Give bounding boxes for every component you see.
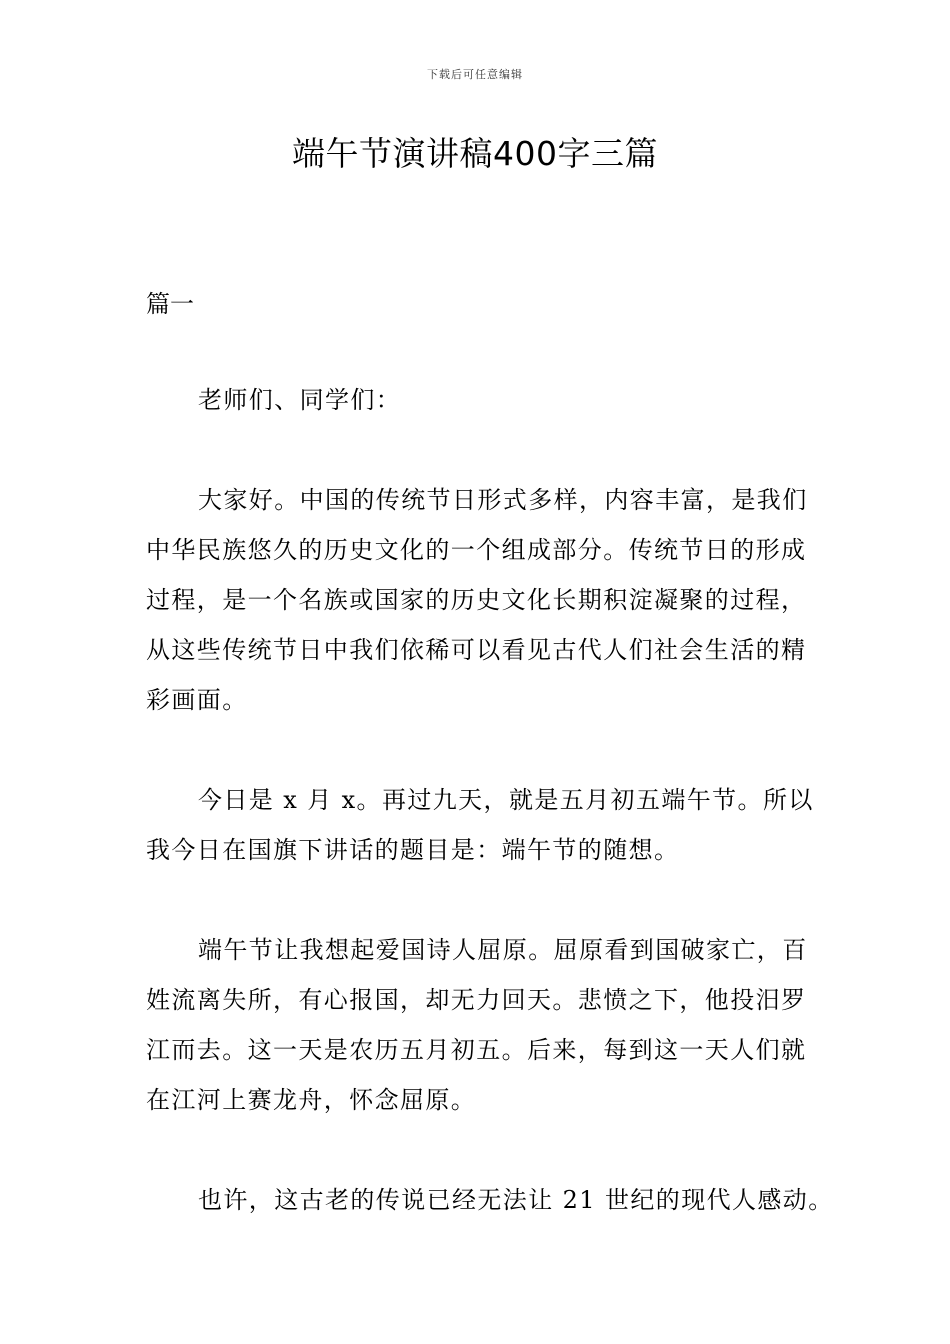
body-paragraph-2: 今日是 x 月 x。再过九天，就是五月初五端午节。所以我今日在国旗下讲话的题目是：端午节的随想。 bbox=[146, 786, 814, 864]
body-paragraph-1: 大家好。中国的传统节日形式多样，内容丰富，是我们中华民族悠久的历史文化的一个组成部分。传统节日的形成过程，是一个名族或国家的历史文化长期积淀凝聚的过程，从这些传统节日中我们依稀可以看见古代人们社会生活的精彩画面。 bbox=[146, 486, 808, 714]
body-paragraph-4: 也许，这古老的传说已经无法让 21 世纪的现代人感动。 bbox=[198, 1186, 834, 1214]
section-label: 篇一 bbox=[146, 290, 194, 318]
document-title: 端午节演讲稿400字三篇 bbox=[292, 134, 658, 173]
body-paragraph-3: 端午节让我想起爱国诗人屈原。屈原看到国破家亡，百姓流离失所，有心报国，却无力回天。悲愤之下，他投汨罗江而去。这一天是农历五月初五。后来，每到这一天人们就在江河上赛龙舟，怀念屈原。 bbox=[146, 936, 808, 1114]
greeting-paragraph: 老师们、同学们： bbox=[198, 386, 402, 414]
header-note: 下载后可任意编辑 bbox=[427, 68, 523, 81]
